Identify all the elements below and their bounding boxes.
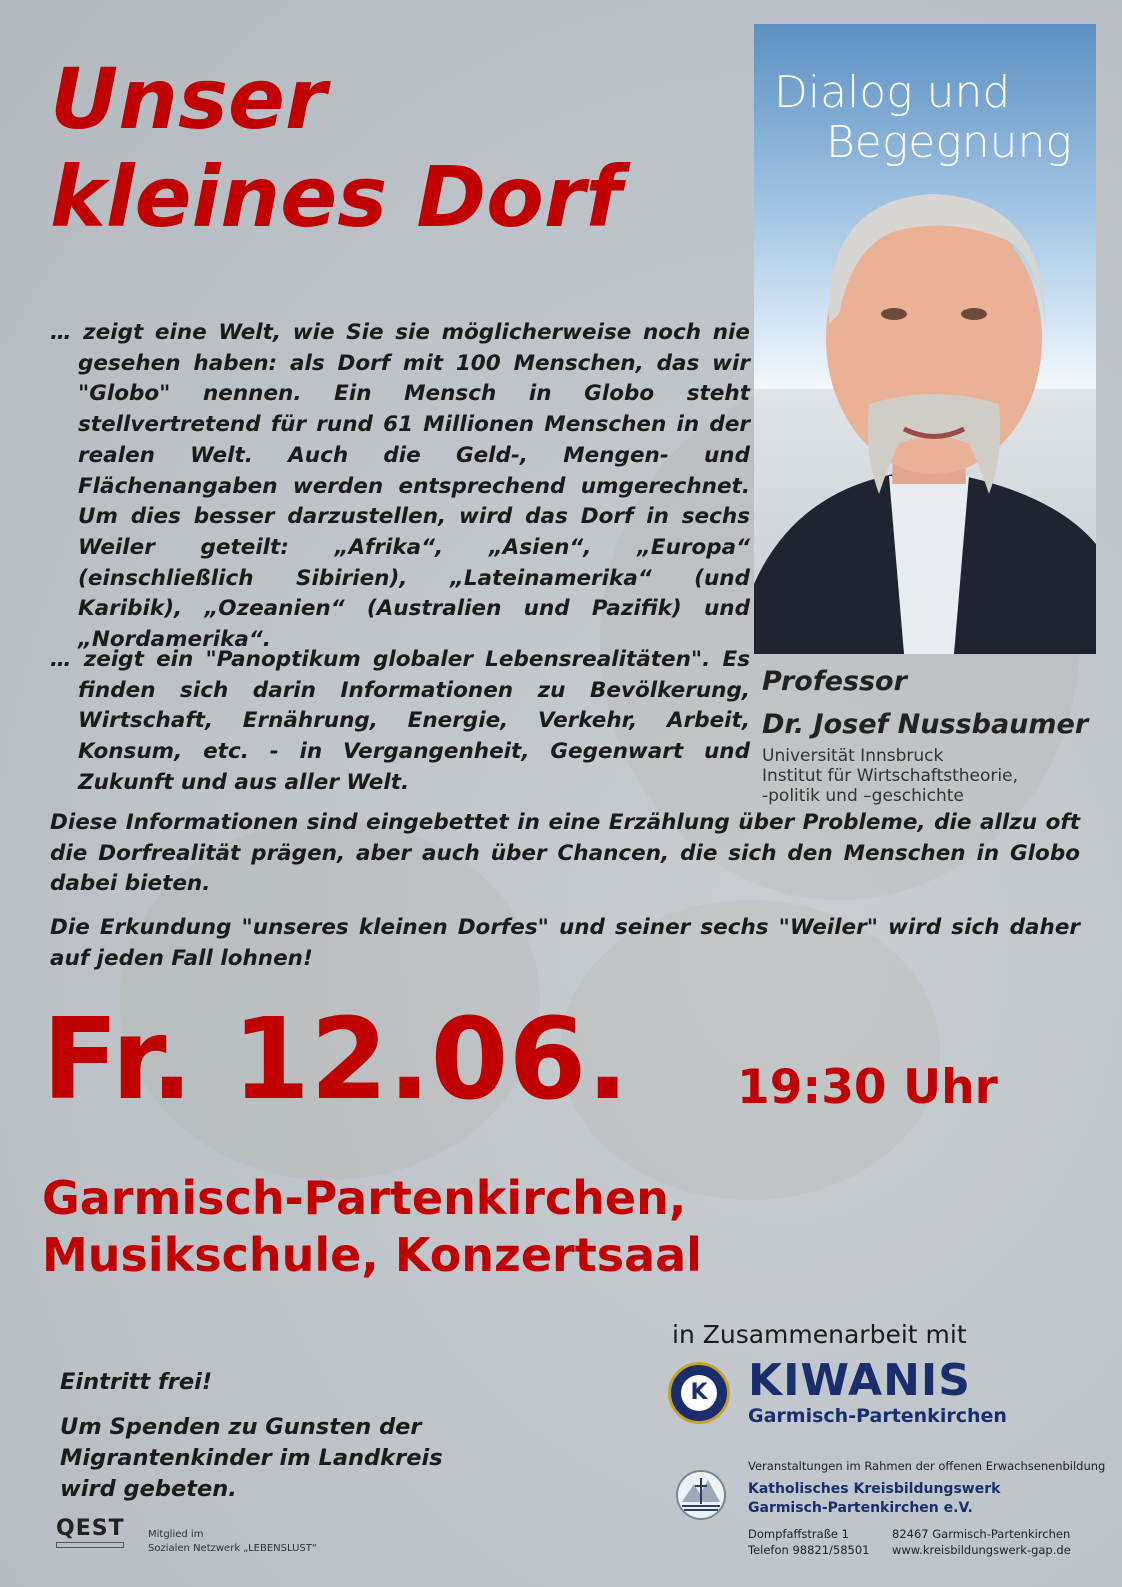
entry-line4: wird gebeten. <box>60 1476 237 1502</box>
speaker-block <box>762 660 1088 806</box>
organizer-intro: Veranstaltungen im Rahmen der offenen Erwachsenenbildung <box>748 1459 1106 1473</box>
description-bullet-2: … zeigt ein "Panoptikum globaler Lebensrealitäten". Es finden sich darin Informationen zu Bevölkerung, Wirtschaft, Ernährung, Energie, Verkehr, Arbeit, Konsum, etc. - in Vergangenheit, Gegenwart und Zukunft und aus aller Welt. <box>50 647 750 795</box>
organizer-phone: Telefon 98821/58501 <box>748 1543 870 1557</box>
description-paragraph-1: Diese Informationen sind eingebettet in eine Erzählung über Probleme, die allzu oft die Dorfrealität prägen, aber auch über Chancen, die sich den Menschen in Globo dabei bieten. <box>50 810 1080 897</box>
speaker-name: Dr. Josef Nussbaumer <box>762 709 1089 740</box>
speaker-affiliation-1: Universität Innsbruck <box>762 746 944 766</box>
description-paragraph-2: Die Erkundung "unseres kleinen Dorfes" und seiner sechs "Weiler" wird sich daher auf jeden Fall lohnen! <box>50 915 1080 971</box>
organizer-street: Dompfaffstraße 1 <box>748 1527 849 1541</box>
entry-line3: Migrantenkinder im Landkreis <box>60 1445 443 1471</box>
network-membership <box>148 1528 317 1556</box>
event-venue <box>42 1170 702 1284</box>
member-line2: Sozialen Netzwerk „LEBENSLUST“ <box>148 1543 318 1554</box>
organizer-web: www.kreisbildungswerk-gap.de <box>892 1543 1071 1557</box>
speaker-photo <box>754 24 1096 654</box>
church-logo-icon <box>676 1470 726 1520</box>
venue-line1: Garmisch-Partenkirchen, <box>42 1171 687 1225</box>
description-bullet-1: … zeigt eine Welt, wie Sie sie möglicherweise noch nie gesehen haben: als Dorf mit 100 Menschen, das wir "Globo" nennen. Ein Mensch in Globo steht stellvertretend für rund 61 Millionen Menschen in der realen Welt. Auch die Geld-, Mengen- und Flächenangaben werden entsprechend umgerechnet. Um dies besser darzustellen, wird das Dorf in sechs Weiler geteilt: „Afrika“, „Asien“, „Europa“ (einschließlich Sibirien), „Lateinamerika“ (und Karibik), „Ozeanien“ (Australien und Pazifik) und „Nordamerika“. <box>50 320 750 653</box>
partner-intro: in Zusammenarbeit mit <box>672 1320 967 1349</box>
church-logo-graphic <box>678 1472 724 1518</box>
entry-gap <box>60 1398 443 1412</box>
title-line1: Unser <box>50 50 327 148</box>
entry-line1: Eintritt frei! <box>60 1369 213 1395</box>
kiwanis-logo-letter: K <box>681 1375 717 1411</box>
qest-logo-bar <box>56 1542 124 1548</box>
partner-name: KIWANIS <box>748 1355 971 1406</box>
event-time: 19:30 Uhr <box>737 1060 998 1115</box>
speaker-affiliation-3: -politik und –geschichte <box>762 786 964 806</box>
photo-caption-line1: Dialog und <box>774 67 1011 118</box>
speaker-affiliation-2: Institut für Wirtschaftstheorie, <box>762 766 1018 786</box>
qest-logo: QEST <box>56 1516 125 1541</box>
venue-line2: Musikschule, Konzertsaal <box>42 1228 702 1282</box>
photo-caption-line2: Begegnung <box>826 117 1072 168</box>
entry-line2: Um Spenden zu Gunsten der <box>60 1414 422 1440</box>
entry-info <box>60 1367 443 1505</box>
photo-caption <box>774 68 1072 168</box>
organizer-city: 82467 Garmisch-Partenkirchen <box>892 1527 1071 1541</box>
title-line2: kleines Dorf <box>50 148 622 246</box>
member-line1: Mitglied im <box>148 1529 204 1540</box>
event-date: Fr. 12.06. <box>42 995 629 1125</box>
speaker-title: Professor <box>762 666 907 697</box>
poster-title <box>50 50 622 246</box>
organizer-name-1: Katholisches Kreisbildungswerk <box>748 1481 1001 1497</box>
kiwanis-logo-icon <box>668 1362 730 1424</box>
partner-location: Garmisch-Partenkirchen <box>748 1405 1007 1427</box>
organizer-name-2: Garmisch-Partenkirchen e.V. <box>748 1500 973 1516</box>
